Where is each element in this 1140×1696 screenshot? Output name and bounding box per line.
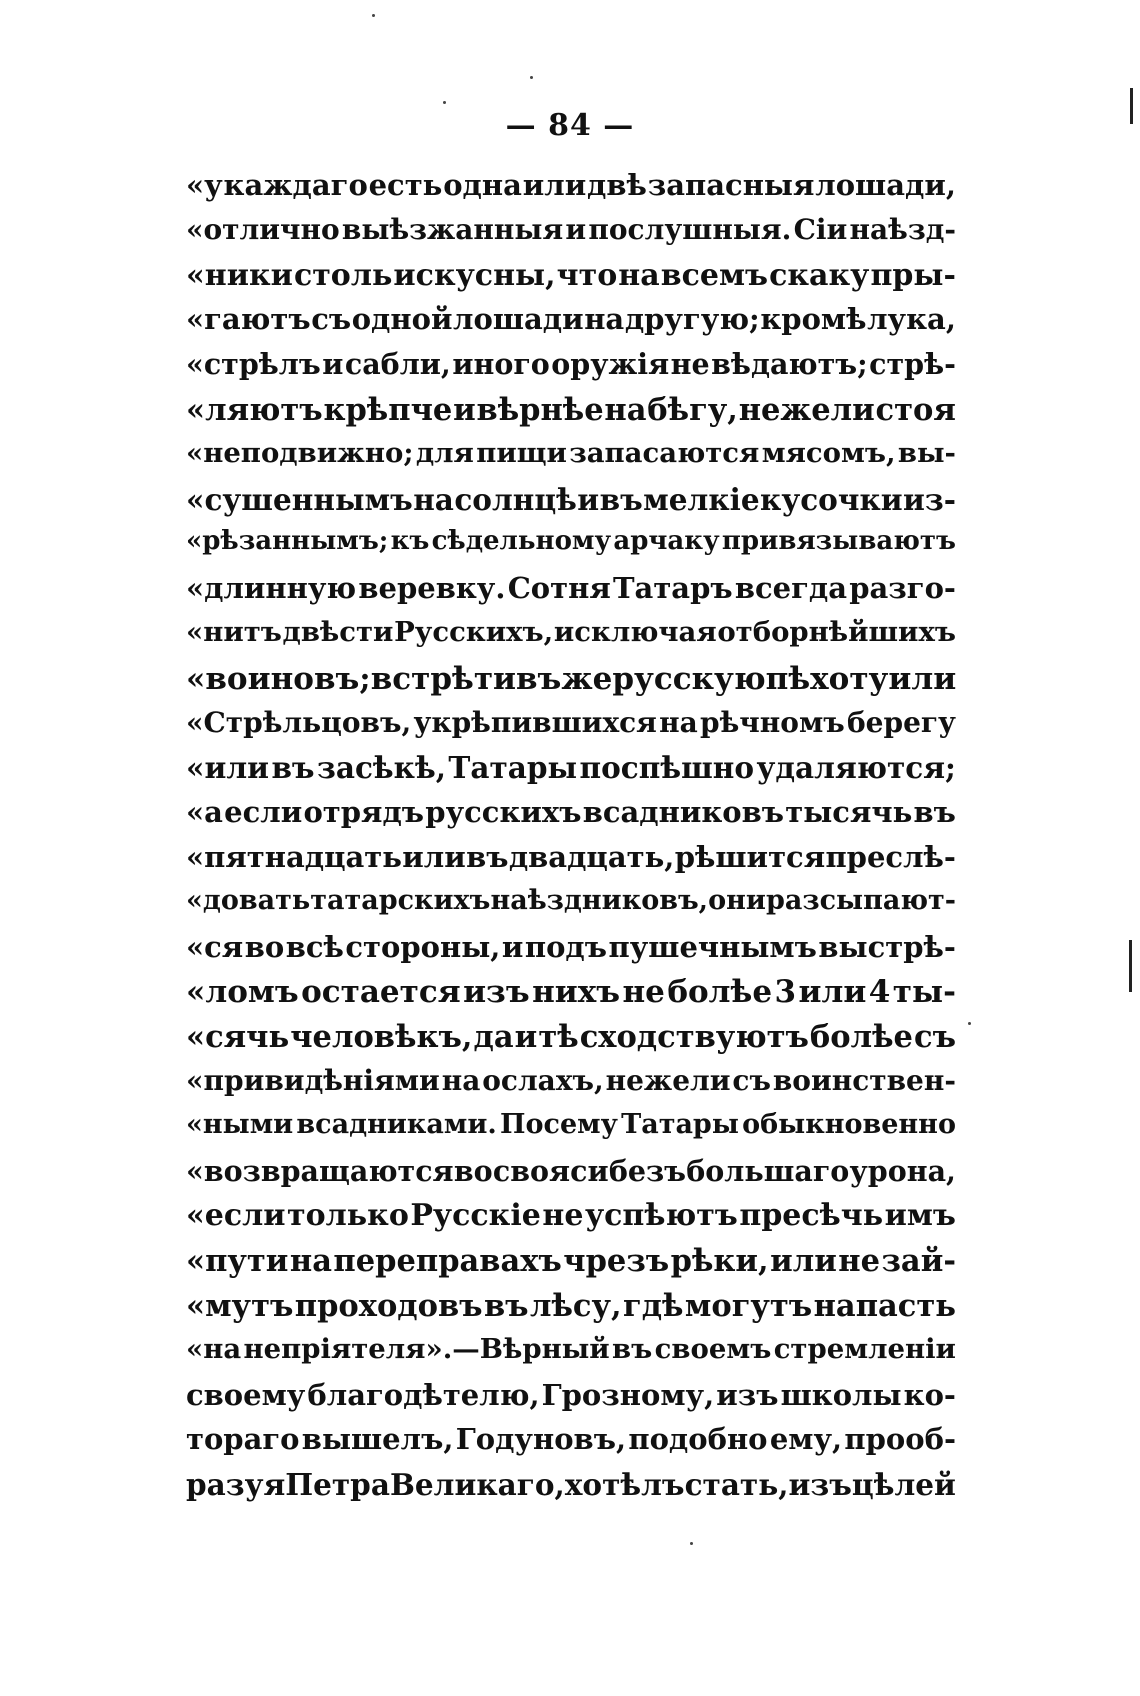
word: вышелъ,: [301, 1422, 454, 1457]
word: изъ: [716, 1377, 779, 1412]
word: стоя: [875, 391, 956, 428]
word: запасныя: [647, 168, 815, 202]
word: непріятеля».—Вѣрный: [243, 1332, 610, 1365]
word: «если: [186, 1198, 286, 1234]
word: бѣгу,: [647, 391, 738, 428]
scan-speck: [372, 14, 375, 17]
word: выѣзжанныя: [341, 212, 564, 246]
word: своему: [186, 1377, 306, 1412]
word: стремленіи: [773, 1332, 956, 1365]
word: на: [584, 302, 625, 337]
text-line: [186, 1109, 956, 1154]
word: своемъ: [654, 1332, 772, 1365]
word: поспѣшно: [579, 750, 755, 786]
word: во: [453, 1153, 493, 1188]
word: одной: [351, 302, 453, 337]
word: въ: [483, 1287, 529, 1324]
word: безъ: [608, 1153, 687, 1188]
text-line: [186, 1333, 956, 1378]
word: всадниковъ: [582, 795, 785, 830]
word: крѣпче: [323, 391, 453, 428]
word: засѣкѣ,: [317, 750, 446, 786]
word: всегда: [734, 571, 847, 606]
word: всѣ: [285, 929, 344, 964]
word: въ: [913, 795, 956, 830]
word: школы: [780, 1377, 902, 1412]
text-line: [186, 885, 956, 930]
word: «привидѣніями: [186, 1063, 440, 1097]
word: Татаръ: [612, 571, 733, 606]
word: исключая: [553, 615, 717, 648]
word: всемъ: [660, 257, 769, 293]
text-line: [186, 213, 956, 258]
word: или: [770, 1243, 837, 1280]
word: пищи: [476, 436, 567, 469]
word: одна: [443, 168, 522, 202]
word: къ: [390, 526, 430, 557]
word: подъ: [524, 929, 607, 964]
word: и: [577, 481, 600, 517]
word: болѣе: [667, 974, 773, 1011]
word: большаго: [686, 1153, 850, 1188]
word: не: [670, 347, 710, 382]
word: Сіи: [793, 212, 848, 246]
word: тысячь: [785, 795, 913, 830]
word: лѣсу,: [529, 1287, 622, 1324]
word: «ляютъ: [186, 391, 323, 428]
scan-edge-mark: [1130, 88, 1133, 124]
word: «мутъ: [186, 1287, 294, 1324]
word: «или: [186, 750, 269, 786]
word: изъ: [463, 974, 530, 1011]
word: «длинную: [186, 571, 357, 606]
word: ему,: [769, 1422, 843, 1457]
word: тораго: [186, 1422, 300, 1457]
word: преслѣ-: [825, 839, 956, 874]
word: иного: [452, 347, 550, 382]
word: стороны,: [345, 929, 501, 964]
word: «стрѣлъ: [186, 347, 321, 382]
word: пресѣчь: [739, 1198, 884, 1234]
word: «возвращаются: [186, 1153, 454, 1188]
word: 4: [868, 974, 891, 1011]
word: лошади: [453, 302, 584, 337]
word: «нитъ: [186, 615, 282, 648]
text-line: [186, 661, 956, 706]
word: «пятнадцать: [186, 839, 402, 874]
word: скаку: [769, 257, 870, 293]
word: «довать: [186, 884, 311, 916]
word: на: [618, 257, 660, 293]
scan-edge-mark: [1129, 940, 1132, 992]
text-line: [186, 616, 956, 661]
word: и: [501, 929, 524, 964]
word: на: [441, 1063, 481, 1097]
text-line: [186, 1378, 956, 1423]
word: кромѣ: [760, 302, 867, 337]
text-line: [186, 1064, 956, 1109]
word: всадниками.: [296, 1108, 497, 1140]
text-line: [186, 1243, 956, 1288]
text-line: [186, 392, 956, 437]
word: что: [556, 257, 618, 293]
scan-speck: [690, 1542, 693, 1545]
word: «у: [186, 168, 223, 202]
word: русскихъ: [425, 795, 582, 830]
word: нежели: [605, 1063, 731, 1097]
word: нихъ: [532, 974, 621, 1011]
word: ко-: [903, 1377, 956, 1412]
text-line: [186, 1467, 956, 1512]
word: мелкіе: [643, 481, 760, 517]
text-line: [186, 302, 956, 347]
word: разсыпают-: [766, 884, 956, 916]
text-line: [186, 1288, 956, 1333]
text-line: [186, 571, 956, 616]
word: лошади,: [815, 168, 956, 202]
word: удаляются;: [756, 750, 956, 786]
word: въ: [271, 750, 315, 786]
word: не: [622, 974, 665, 1011]
word: съ: [914, 1019, 956, 1056]
word: «рѣзаннымъ;: [186, 526, 389, 557]
word: стать,: [684, 1467, 789, 1503]
word: «ными: [186, 1108, 294, 1140]
text-line: [186, 1198, 956, 1243]
word: русскую: [612, 660, 766, 697]
body-text: [186, 168, 956, 1512]
word: прооб-: [844, 1422, 956, 1457]
word: подобно: [628, 1422, 768, 1457]
text-line: [186, 1154, 956, 1199]
word: да: [473, 1019, 514, 1056]
word: и: [322, 347, 344, 382]
word: двадцать,: [508, 839, 675, 874]
word: отборнѣйшихъ: [717, 615, 956, 648]
text-line: [186, 482, 956, 527]
word: Татары: [448, 750, 578, 786]
word: «ломъ: [186, 974, 299, 1011]
word: двѣ: [587, 168, 647, 202]
scan-speck: [968, 1022, 971, 1025]
word: и: [565, 212, 587, 246]
word: Татары: [621, 1108, 739, 1140]
text-line: [186, 795, 956, 840]
word: только: [287, 1198, 409, 1234]
word: вѣрнѣе: [476, 391, 604, 428]
word: привязываютъ: [721, 526, 956, 557]
word: во: [244, 929, 285, 964]
text-line: [186, 437, 956, 482]
word: урона,: [849, 1153, 956, 1188]
word: столь: [293, 257, 393, 293]
text-line: [186, 168, 956, 213]
word: гдѣ: [623, 1287, 684, 1324]
word: встрѣтивъ: [370, 660, 562, 697]
word: «сушеннымъ: [186, 481, 413, 517]
word: «ся: [186, 929, 244, 964]
word: человѣкъ,: [290, 1019, 473, 1056]
text-line: [186, 1422, 956, 1467]
word: воинствен-: [772, 1063, 956, 1097]
word: запасаются: [569, 436, 760, 469]
word: не: [542, 1198, 584, 1234]
word: остается: [301, 974, 461, 1011]
word: «неподвижно;: [186, 436, 414, 469]
word: Русскіе: [410, 1198, 541, 1234]
word: разго-: [849, 571, 956, 606]
word: кусочки: [760, 481, 903, 517]
scan-speck: [530, 76, 533, 79]
word: «Стрѣльцовъ,: [186, 705, 412, 739]
word: есть: [368, 168, 443, 202]
word: въ: [599, 481, 643, 517]
word: ты-: [892, 974, 956, 1011]
word: благодѣтелю,: [307, 1377, 540, 1412]
word: или: [402, 839, 466, 874]
word: сабли,: [344, 347, 451, 382]
word: или: [522, 168, 587, 202]
word: «а: [186, 795, 223, 830]
word: 3: [774, 974, 797, 1011]
word: другую;: [624, 302, 760, 337]
text-line: [186, 1019, 956, 1064]
word: двѣсти: [282, 615, 394, 648]
text-line: [186, 706, 956, 751]
word: съ: [732, 1063, 771, 1097]
word: послушныя.: [588, 212, 792, 246]
word: рѣшится: [674, 839, 826, 874]
text-line: [186, 930, 956, 975]
word: каждаго: [223, 168, 368, 202]
text-line: [186, 974, 956, 1019]
word: наѣздниковъ,: [490, 884, 709, 916]
word: они: [708, 884, 766, 916]
word: «гаютъ: [186, 302, 311, 337]
word: берегу: [847, 705, 956, 739]
word: не: [838, 1243, 881, 1280]
word: чрезъ: [563, 1243, 670, 1280]
word: для: [415, 436, 474, 469]
word: въ: [612, 1332, 653, 1365]
word: из-: [903, 481, 956, 517]
word: нежели: [738, 391, 875, 428]
word: искусны,: [393, 257, 556, 293]
word: въ: [466, 839, 509, 874]
word: Годуновъ,: [455, 1422, 627, 1457]
word: на: [659, 705, 698, 739]
word: сѣдельному: [431, 526, 612, 557]
word: напасть: [813, 1287, 956, 1324]
word: и: [514, 1019, 538, 1056]
word: зай-: [881, 1243, 956, 1280]
word: хотѣлъ: [564, 1467, 685, 1503]
word: «пути: [186, 1243, 289, 1280]
word: переправахъ: [333, 1243, 562, 1280]
word: рѣки,: [670, 1243, 769, 1280]
word: мясомъ,: [761, 436, 896, 469]
word: или: [888, 660, 956, 697]
word: съ: [311, 302, 352, 337]
word: тѣ: [538, 1019, 579, 1056]
word: пѣхоту: [765, 660, 889, 697]
word: Посему: [500, 1108, 618, 1140]
word: свояси: [492, 1153, 609, 1188]
text-line: [186, 526, 956, 571]
word: «сячь: [186, 1019, 290, 1056]
word: пры-: [870, 257, 956, 293]
page-number: — 84 —: [505, 108, 635, 143]
word: наѣзд-: [849, 212, 956, 246]
word: солнцѣ: [454, 481, 577, 517]
word: или: [798, 974, 867, 1011]
text-line: [186, 840, 956, 885]
word: же: [561, 660, 613, 697]
word: веревку.: [358, 571, 506, 606]
word: «ники: [186, 257, 293, 293]
word: отрядъ: [303, 795, 425, 830]
text-line: [186, 750, 956, 795]
word: «на: [186, 1332, 242, 1365]
word: на: [289, 1243, 332, 1280]
word: татарскихъ: [310, 884, 491, 916]
word: Сотня: [507, 571, 611, 606]
word: проходовъ: [294, 1287, 483, 1324]
word: Русскихъ,: [394, 615, 554, 648]
word: Великаго,: [389, 1467, 565, 1503]
scan-speck: [443, 101, 446, 104]
word: обыкновенно: [742, 1108, 956, 1140]
word: рѣчномъ: [700, 705, 845, 739]
word: выстрѣ-: [818, 929, 956, 964]
word: лука,: [867, 302, 956, 337]
word: изъ: [788, 1467, 852, 1503]
word: на: [604, 391, 647, 428]
word: болѣе: [809, 1019, 913, 1056]
word: пушечнымъ: [608, 929, 817, 964]
word: оружія: [551, 347, 670, 382]
word: сходствуютъ: [579, 1019, 809, 1056]
word: «отлично: [186, 212, 340, 246]
word: вѣдаютъ;: [711, 347, 868, 382]
word: имъ: [884, 1198, 956, 1234]
word: могутъ: [684, 1287, 813, 1324]
word: ослахъ,: [482, 1063, 604, 1097]
word: цѣлей: [851, 1467, 956, 1503]
word: Грозному,: [541, 1377, 715, 1412]
word: «воиновъ;: [186, 660, 371, 697]
word: Петра: [285, 1467, 390, 1503]
word: разуя: [186, 1467, 286, 1503]
word: укрѣпившихся: [413, 705, 657, 739]
text-line: [186, 258, 956, 303]
word: стрѣ-: [869, 347, 956, 382]
word: и: [453, 391, 476, 428]
word: вы-: [897, 436, 956, 469]
word: успѣютъ: [584, 1198, 738, 1234]
text-line: [186, 347, 956, 392]
word: арчаку: [613, 526, 720, 557]
word: если: [224, 795, 303, 830]
word: на: [413, 481, 454, 517]
